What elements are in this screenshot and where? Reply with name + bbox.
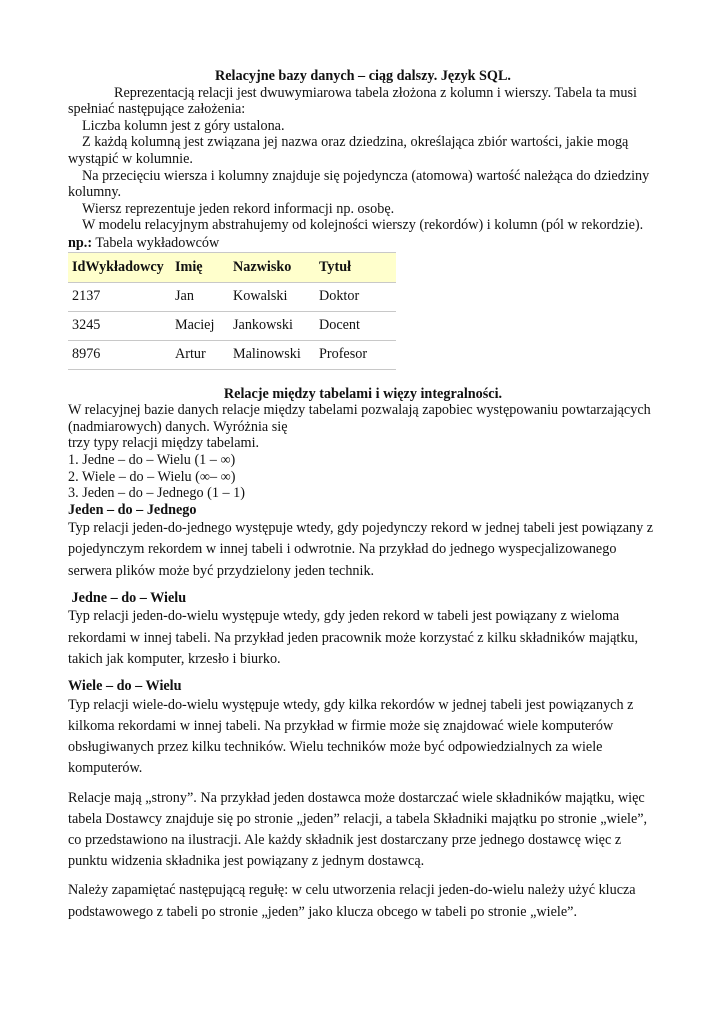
one-to-one-text: Typ relacji jeden-do-jednego występuje wtedy, gdy pojedynczy rekord w jednej tabeli jest powiązany z pojedynczym rekordem w innej tabeli i odwrotnie. Na przykład do jednego wyspecjalizowanego serwera plików może być przydzielony jeden technik. <box>68 520 654 579</box>
table-cell: Artur <box>171 340 229 369</box>
column-header: Imię <box>171 252 229 282</box>
table-cell: Malinowski <box>229 340 315 369</box>
intro-paragraph: Reprezentacją relacji jest dwuwymiarowa tabela złożona z kolumn i wierszy. Tabela ta musi spełniać następujące założenia: <box>68 84 637 118</box>
example-prefix: np.: <box>68 234 93 251</box>
table-cell: 3245 <box>68 311 171 340</box>
column-header: Nazwisko <box>229 252 315 282</box>
many-to-many-heading: Wiele – do – Wielu <box>68 678 182 695</box>
table-cell: Doktor <box>315 282 396 311</box>
table-cell: Jankowski <box>229 311 315 340</box>
rule-item: W modelu relacyjnym abstrahujemy od kolejności wierszy (rekordów) i kolumn (pól w rekordzie). <box>82 217 644 234</box>
example-caption <box>68 235 658 252</box>
rule-paragraph: Należy zapamiętać następującą regułę: w celu utworzenia relacji jeden-do-wielu należy użyć klucza podstawowego z tabeli po stronie „jeden” jako klucza obcego w tabeli po stronie „wiele”. <box>68 882 636 920</box>
one-to-many-text: Typ relacji jeden-do-wielu występuje wtedy, gdy jeden rekord w tabeli jest powiązany z wieloma rekordami w innej tabeli. Na przykład jeden pracownik może korzystać z kilku składników majątku, takich jak komputer, krzesło i biurko. <box>68 608 639 667</box>
table-cell: 2137 <box>68 282 171 311</box>
table-row <box>68 311 396 340</box>
sides-paragraph: Relacje mają „strony”. Na przykład jeden dostawca może dostarczać wiele składników majątku, więc tabela Dostawcy znajduje się po stronie „jeden” relacji, a tabela Składniki majątku po stronie „wiele”, co przedstawiono na ilustracji. Ale każdy składnik jest dostarczany prze jednego dostawcę więc z punktu widzenia składnika jest powiązany z jednym dostawcą. <box>68 789 648 870</box>
table-row <box>68 340 396 369</box>
one-to-one-heading: Jeden – do – Jednego <box>68 501 197 518</box>
relation-type-item: 2. Wiele – do – Wielu (∞– ∞) <box>68 468 236 485</box>
document-title: Relacyjne bazy danych – ciąg dalszy. Język SQL. <box>215 68 511 84</box>
table-header-row <box>68 252 396 282</box>
rule-item: Na przecięciu wiersza i kolumny znajduje się pojedyncza (atomowa) wartość należąca do dziedziny kolumny. <box>68 167 650 201</box>
rule-item: Wiersz reprezentuje jeden rekord informacji np. osobę. <box>82 200 395 217</box>
table-cell: Docent <box>315 311 396 340</box>
section-intro-continued: trzy typy relacji między tabelami. <box>68 435 260 452</box>
relation-type-item: 3. Jeden – do – Jednego (1 – 1) <box>68 485 245 502</box>
relation-type-item: 1. Jedne – do – Wielu (1 – ∞) <box>68 451 236 468</box>
many-to-many-text: Typ relacji wiele-do-wielu występuje wtedy, gdy kilka rekordów w jednej tabeli jest powiązanych z kilkoma rekordami w innej tabeli. Na przykład w firmie może się znajdować wiele komputerów obsługiwanych przez kilku techników. Wielu techników może być odpowiedzialnych za wiele komputerów. <box>68 696 634 777</box>
rule-item: Liczba kolumn jest z góry ustalona. <box>82 117 285 134</box>
table-cell: Profesor <box>315 340 396 369</box>
rule-item: Z każdą kolumną jest związana jej nazwa oraz dziedzina, określająca zbiór wartości, jakie mogą wystąpić w kolumnie. <box>68 134 629 167</box>
table-row <box>68 282 396 311</box>
table-cell: Jan <box>171 282 229 311</box>
lecturers-table <box>68 252 396 370</box>
one-to-many-heading: Jedne – do – Wielu <box>68 589 187 606</box>
column-header: Tytuł <box>315 252 396 282</box>
table-cell: 8976 <box>68 340 171 369</box>
section-title: Relacje między tabelami i więzy integralności. <box>223 385 503 402</box>
example-caption-text: Tabela wykładowców <box>95 234 220 251</box>
column-header: IdWykładowcy <box>68 252 171 282</box>
table-cell: Maciej <box>171 311 229 340</box>
table-cell: Kowalski <box>229 282 315 311</box>
document-page <box>68 68 658 923</box>
section-intro: W relacyjnej bazie danych relacje między tabelami pozwalają zapobiec występowaniu powtarzających (nadmiarowych) danych. Wyróżnia się <box>68 402 651 435</box>
